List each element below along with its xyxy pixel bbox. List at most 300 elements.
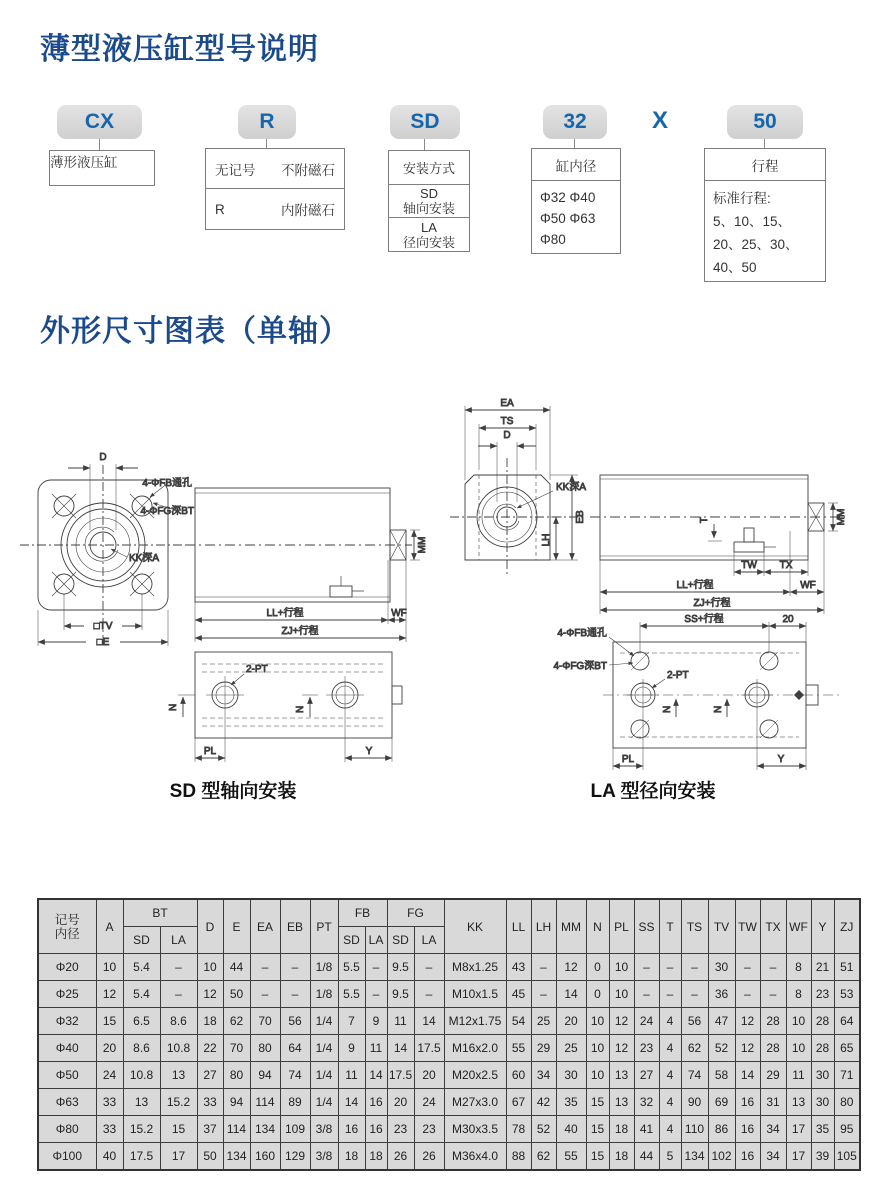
dim-label-fg-holes: 4-ΦFG深BT — [553, 661, 607, 672]
dim-label-e: □E — [96, 637, 110, 648]
table-cell: 12 — [735, 1035, 760, 1062]
table-cell: – — [760, 954, 786, 981]
table-cell: 55 — [506, 1035, 531, 1062]
table-cell: 23 — [387, 1116, 414, 1143]
sd-front-view — [20, 452, 194, 648]
model-segment-r: R — [238, 105, 296, 139]
dim-label-wf: WF — [800, 580, 816, 591]
table-cell: 24 — [96, 1062, 123, 1089]
table-cell: 22 — [197, 1035, 223, 1062]
table-cell: 67 — [506, 1089, 531, 1116]
table-cell: 17 — [786, 1143, 811, 1171]
table-cell: M20x2.5 — [444, 1062, 506, 1089]
table-cell: – — [365, 954, 387, 981]
table-cell: – — [735, 981, 760, 1008]
table-cell: 78 — [506, 1116, 531, 1143]
bore-size-cell: Φ63 — [38, 1089, 96, 1116]
table-cell: 17 — [786, 1116, 811, 1143]
table-header-cell: FG — [387, 899, 444, 927]
table-cell: 12 — [609, 1035, 634, 1062]
table-header-cell: N — [586, 899, 609, 954]
table-cell: – — [531, 954, 556, 981]
table-cell: 29 — [531, 1035, 556, 1062]
table-header-cell: SS — [634, 899, 659, 954]
table-cell: 1/4 — [310, 1035, 338, 1062]
table-cell: – — [760, 981, 786, 1008]
dim-label-ll: LL+行程 — [676, 580, 714, 591]
table-cell: 64 — [834, 1008, 860, 1035]
table-cell: 62 — [531, 1143, 556, 1171]
table-cell: 11 — [338, 1062, 365, 1089]
bore-size-cell: Φ50 — [38, 1062, 96, 1089]
dim-label-mm: MM — [836, 508, 847, 526]
table-cell: 17 — [160, 1143, 197, 1171]
table-row — [38, 1035, 860, 1062]
table-cell: – — [634, 954, 659, 981]
table-cell: – — [681, 981, 708, 1008]
dim-label-ts: TS — [500, 416, 514, 427]
model-x-separator: X — [652, 107, 669, 134]
bore-size-cell: Φ100 — [38, 1143, 96, 1171]
table-cell: 110 — [681, 1116, 708, 1143]
table-cell: 10.8 — [123, 1062, 160, 1089]
table-cell: 11 — [387, 1008, 414, 1035]
dim-label-mm: MM — [417, 536, 428, 554]
dimension-table — [37, 898, 861, 1171]
dim-label-y: Y — [365, 746, 373, 757]
table-cell: 15.2 — [123, 1116, 160, 1143]
page-title: 薄型液压缸型号说明 — [40, 33, 319, 66]
dim-label-lh: LH — [541, 533, 552, 547]
table-cell: 27 — [634, 1062, 659, 1089]
table-cell: 10 — [609, 954, 634, 981]
table-cell: 28 — [760, 1008, 786, 1035]
table-cell: 4 — [659, 1062, 681, 1089]
dim-label-kk: KK深A — [129, 553, 160, 564]
dim-label-wf: WF — [391, 608, 407, 619]
magnet-option-none-code: 无记号 — [215, 162, 256, 178]
table-cell: 12 — [735, 1008, 760, 1035]
table-header-cell: A — [96, 899, 123, 954]
model-segment-sd: SD — [390, 105, 460, 139]
model-desc-box-cx: 薄形液压缸 — [49, 150, 155, 186]
table-cell: 13 — [160, 1062, 197, 1089]
table-cell: 4 — [659, 1116, 681, 1143]
table-cell: 55 — [556, 1143, 586, 1171]
table-cell: 25 — [531, 1008, 556, 1035]
table-cell: 12 — [197, 981, 223, 1008]
connector-line — [574, 139, 575, 148]
table-cell: 50 — [197, 1143, 223, 1171]
table-cell: 51 — [834, 954, 860, 981]
table-cell: 34 — [531, 1062, 556, 1089]
table-cell: 14 — [365, 1062, 387, 1089]
dim-label-d: D — [503, 430, 511, 441]
dim-label-ll: LL+行程 — [266, 608, 304, 619]
table-cell: 12 — [556, 954, 586, 981]
table-cell: 20 — [414, 1062, 444, 1089]
table-cell: 30 — [811, 1062, 834, 1089]
table-cell: 0 — [586, 981, 609, 1008]
table-cell: 1/8 — [310, 954, 338, 981]
table-cell: 18 — [365, 1143, 387, 1171]
table-cell: 23 — [634, 1035, 659, 1062]
model-segment-bore: 32 — [543, 105, 607, 139]
table-cell: 17.5 — [414, 1035, 444, 1062]
table-cell: 27 — [197, 1062, 223, 1089]
table-header-cell: PT — [310, 899, 338, 954]
dim-label-2pt: 2-PT — [667, 670, 689, 681]
table-cell: 70 — [223, 1035, 250, 1062]
connector-line — [764, 139, 765, 148]
table-cell: 74 — [280, 1062, 310, 1089]
table-row — [38, 1062, 860, 1089]
table-cell: 56 — [681, 1008, 708, 1035]
table-cell: 14 — [735, 1062, 760, 1089]
table-header-cell: EA — [250, 899, 280, 954]
stroke-header: 行程 — [705, 149, 825, 181]
connector-line — [99, 139, 100, 150]
table-cell: 18 — [197, 1008, 223, 1035]
table-cell: 44 — [634, 1143, 659, 1171]
table-cell: 0 — [586, 954, 609, 981]
mount-header: 安装方式 — [389, 151, 469, 185]
table-cell: 53 — [834, 981, 860, 1008]
stroke-values-line: 20、25、30、 — [713, 237, 799, 252]
table-cell: 8 — [786, 981, 811, 1008]
table-cell: 43 — [506, 954, 531, 981]
table-cell: 5.5 — [338, 981, 365, 1008]
table-cell: 30 — [708, 954, 735, 981]
dim-label-ss: SS+行程 — [684, 614, 724, 625]
dim-label-fg-holes: 4-ΦFG深BT — [140, 506, 194, 517]
table-cell: 30 — [811, 1089, 834, 1116]
table-cell: 16 — [735, 1143, 760, 1171]
bore-header: 缸内径 — [532, 149, 620, 181]
table-cell: 9.5 — [387, 954, 414, 981]
table-cell: 44 — [223, 954, 250, 981]
table-cell: M8x1.25 — [444, 954, 506, 981]
table-cell: 13 — [786, 1089, 811, 1116]
table-cell: 52 — [531, 1116, 556, 1143]
dim-label-n: N — [168, 703, 179, 711]
table-cell: – — [280, 981, 310, 1008]
table-cell: – — [659, 954, 681, 981]
mount-option-sd-desc: 轴向安装 — [402, 201, 455, 216]
table-cell: 4 — [659, 1008, 681, 1035]
table-subheader-cell: SD — [123, 927, 160, 954]
model-desc-box-bore — [531, 148, 621, 254]
la-front-view — [450, 398, 586, 576]
table-cell: 114 — [223, 1116, 250, 1143]
table-cell: 60 — [506, 1062, 531, 1089]
table-header-cell: WF — [786, 899, 811, 954]
table-cell: 3/8 — [310, 1143, 338, 1171]
table-cell: 18 — [609, 1116, 634, 1143]
table-cell: 29 — [760, 1062, 786, 1089]
dim-label-eb: EB — [575, 510, 586, 524]
table-cell: – — [659, 981, 681, 1008]
bore-sizes-line: Φ32 Φ40 — [540, 190, 596, 205]
dim-label-pl: PL — [621, 754, 635, 765]
table-cell: 74 — [681, 1062, 708, 1089]
table-row — [38, 1008, 860, 1035]
table-corner-cell: 记号 内径 — [38, 899, 96, 954]
table-cell: 89 — [280, 1089, 310, 1116]
table-subheader-cell: LA — [365, 927, 387, 954]
table-cell: – — [160, 981, 197, 1008]
la-side-view — [590, 475, 847, 614]
model-desc-box-stroke — [704, 148, 826, 282]
dim-label-zj: ZJ+行程 — [281, 626, 319, 637]
table-cell: 32 — [634, 1089, 659, 1116]
model-desc-box-r — [205, 148, 345, 230]
table-cell: 15 — [586, 1089, 609, 1116]
table-cell: M36x4.0 — [444, 1143, 506, 1171]
table-cell: 33 — [96, 1089, 123, 1116]
table-cell: 13 — [609, 1062, 634, 1089]
connector-line — [266, 139, 267, 148]
table-cell: 16 — [365, 1116, 387, 1143]
table-cell: 13 — [609, 1089, 634, 1116]
table-cell: M30x3.5 — [444, 1116, 506, 1143]
bore-size-cell: Φ20 — [38, 954, 96, 981]
table-header-cell: TX — [760, 899, 786, 954]
table-row — [38, 1089, 860, 1116]
table-cell: 28 — [760, 1035, 786, 1062]
dim-label-tv: □TV — [93, 621, 113, 632]
table-cell: – — [634, 981, 659, 1008]
dim-label-y: Y — [777, 754, 785, 765]
table-cell: 7 — [338, 1008, 365, 1035]
table-cell: 56 — [280, 1008, 310, 1035]
table-cell: 42 — [531, 1089, 556, 1116]
table-cell: 26 — [414, 1143, 444, 1171]
table-cell: 11 — [786, 1062, 811, 1089]
table-cell: 10 — [96, 954, 123, 981]
table-cell: 54 — [506, 1008, 531, 1035]
bore-size-cell: Φ80 — [38, 1116, 96, 1143]
mount-option-la-desc: 径向安装 — [402, 235, 455, 250]
mount-option-sd-code: SD — [419, 186, 439, 201]
table-cell: 1/8 — [310, 981, 338, 1008]
table-header-cell: LH — [531, 899, 556, 954]
table-cell: 20 — [387, 1089, 414, 1116]
mount-option-la-code: LA — [421, 220, 437, 235]
table-row — [38, 1143, 860, 1171]
table-header-cell: LL — [506, 899, 531, 954]
table-cell: – — [681, 954, 708, 981]
table-cell: 14 — [338, 1089, 365, 1116]
table-cell: 20 — [556, 1008, 586, 1035]
table-cell: 88 — [506, 1143, 531, 1171]
table-cell: 9.5 — [387, 981, 414, 1008]
table-cell: 62 — [223, 1008, 250, 1035]
stroke-values-line: 5、10、15、 — [713, 214, 792, 229]
table-row — [38, 954, 860, 981]
table-header-cell: KK — [444, 899, 506, 954]
table-cell: 24 — [414, 1089, 444, 1116]
table-cell: 4 — [659, 1089, 681, 1116]
dim-label-zj: ZJ+行程 — [693, 598, 731, 609]
table-header-cell: FB — [338, 899, 387, 927]
connector-line — [424, 139, 425, 150]
table-cell: 5.5 — [338, 954, 365, 981]
table-cell: 33 — [197, 1089, 223, 1116]
model-segment-stroke: 50 — [727, 105, 803, 139]
table-cell: 6.5 — [123, 1008, 160, 1035]
magnet-option-r-code: R — [215, 201, 225, 217]
table-cell: M12x1.75 — [444, 1008, 506, 1035]
table-cell: 160 — [250, 1143, 280, 1171]
dim-label-d: D — [99, 452, 107, 463]
table-cell: 10 — [586, 1062, 609, 1089]
table-cell: 16 — [365, 1089, 387, 1116]
table-cell: 36 — [708, 981, 735, 1008]
table-cell: 10 — [586, 1008, 609, 1035]
table-cell: 80 — [223, 1062, 250, 1089]
table-cell: 71 — [834, 1062, 860, 1089]
table-cell: 24 — [634, 1008, 659, 1035]
table-cell: 35 — [811, 1116, 834, 1143]
stroke-values-line: 标准行程: — [713, 191, 771, 206]
table-cell: 94 — [250, 1062, 280, 1089]
table-cell: 10.8 — [160, 1035, 197, 1062]
table-cell: 62 — [681, 1035, 708, 1062]
table-cell: 17.5 — [387, 1062, 414, 1089]
caption-la-mount: LA 型径向安装 — [590, 781, 716, 802]
table-cell: 23 — [811, 981, 834, 1008]
table-cell: – — [280, 954, 310, 981]
table-cell: M27x3.0 — [444, 1089, 506, 1116]
dim-label-tw: TW — [741, 560, 757, 571]
table-cell: 8.6 — [123, 1035, 160, 1062]
table-cell: 65 — [834, 1035, 860, 1062]
table-cell: 20 — [96, 1035, 123, 1062]
table-row — [38, 1116, 860, 1143]
table-cell: 58 — [708, 1062, 735, 1089]
table-header-cell: Y — [811, 899, 834, 954]
table-cell: 134 — [250, 1116, 280, 1143]
table-header-cell: TW — [735, 899, 760, 954]
table-subheader-cell: SD — [338, 927, 365, 954]
table-cell: 69 — [708, 1089, 735, 1116]
table-cell: M16x2.0 — [444, 1035, 506, 1062]
table-cell: 16 — [735, 1116, 760, 1143]
table-cell: 129 — [280, 1143, 310, 1171]
sd-bottom-view — [168, 652, 402, 762]
table-cell: 12 — [96, 981, 123, 1008]
table-cell: 80 — [250, 1035, 280, 1062]
table-header-cell: BT — [123, 899, 197, 927]
table-header-cell: EB — [280, 899, 310, 954]
table-cell: 50 — [223, 981, 250, 1008]
table-cell: M10x1.5 — [444, 981, 506, 1008]
table-cell: 21 — [811, 954, 834, 981]
table-cell: 134 — [681, 1143, 708, 1171]
table-cell: 64 — [280, 1035, 310, 1062]
table-cell: 10 — [586, 1035, 609, 1062]
table-cell: 90 — [681, 1089, 708, 1116]
table-cell: 10 — [609, 981, 634, 1008]
dim-label-kk: KK深A — [556, 482, 587, 493]
dimension-drawings — [0, 380, 885, 772]
table-cell: 12 — [609, 1008, 634, 1035]
table-cell: 95 — [834, 1116, 860, 1143]
table-cell: 25 — [556, 1035, 586, 1062]
table-cell: 9 — [338, 1035, 365, 1062]
bore-size-cell: Φ25 — [38, 981, 96, 1008]
table-cell: 14 — [387, 1035, 414, 1062]
table-cell: 15.2 — [160, 1089, 197, 1116]
table-header-cell: ZJ — [834, 899, 860, 954]
table-cell: – — [531, 981, 556, 1008]
table-cell: 105 — [834, 1143, 860, 1171]
table-subheader-cell: LA — [414, 927, 444, 954]
table-cell: 10 — [786, 1008, 811, 1035]
table-cell: 70 — [250, 1008, 280, 1035]
table-cell: – — [365, 981, 387, 1008]
section-title-dimensions: 外形尺寸图表（单轴） — [40, 315, 350, 348]
magnet-option-r-desc: 内附磁石 — [281, 203, 335, 218]
table-subheader-cell: LA — [160, 927, 197, 954]
table-cell: 15 — [586, 1143, 609, 1171]
table-cell: 15 — [160, 1116, 197, 1143]
table-cell: 5 — [659, 1143, 681, 1171]
table-cell: 16 — [338, 1116, 365, 1143]
table-cell: 10 — [786, 1035, 811, 1062]
la-bottom-view — [553, 612, 840, 770]
table-subheader-cell: SD — [387, 927, 414, 954]
table-cell: 18 — [338, 1143, 365, 1171]
bore-size-cell: Φ40 — [38, 1035, 96, 1062]
table-cell: – — [414, 981, 444, 1008]
table-cell: 86 — [708, 1116, 735, 1143]
table-header-cell: TS — [681, 899, 708, 954]
table-cell: 94 — [223, 1089, 250, 1116]
table-cell: – — [250, 981, 280, 1008]
table-cell: 30 — [556, 1062, 586, 1089]
table-cell: 23 — [414, 1116, 444, 1143]
table-header-row — [38, 899, 860, 927]
table-cell: 102 — [708, 1143, 735, 1171]
table-cell: – — [735, 954, 760, 981]
table-header-cell: MM — [556, 899, 586, 954]
table-cell: 52 — [708, 1035, 735, 1062]
dim-label-20: 20 — [782, 614, 794, 625]
dim-label-t: T — [699, 516, 710, 524]
table-cell: 14 — [414, 1008, 444, 1035]
table-cell: 40 — [96, 1143, 123, 1171]
table-cell: 45 — [506, 981, 531, 1008]
table-header-cell: PL — [609, 899, 634, 954]
table-cell: – — [250, 954, 280, 981]
dim-label-fb-holes: 4-ΦFB通孔 — [557, 628, 607, 639]
table-cell: 47 — [708, 1008, 735, 1035]
table-cell: 8.6 — [160, 1008, 197, 1035]
sd-side-view — [185, 488, 428, 642]
table-cell: 28 — [811, 1035, 834, 1062]
dim-label-n: N — [713, 705, 724, 713]
table-header-cell: D — [197, 899, 223, 954]
table-cell: 10 — [197, 954, 223, 981]
table-cell: 40 — [556, 1116, 586, 1143]
table-cell: 5.4 — [123, 954, 160, 981]
table-cell: 26 — [387, 1143, 414, 1171]
dim-label-n: N — [662, 705, 673, 713]
table-cell: 16 — [735, 1089, 760, 1116]
table-cell: 34 — [760, 1143, 786, 1171]
